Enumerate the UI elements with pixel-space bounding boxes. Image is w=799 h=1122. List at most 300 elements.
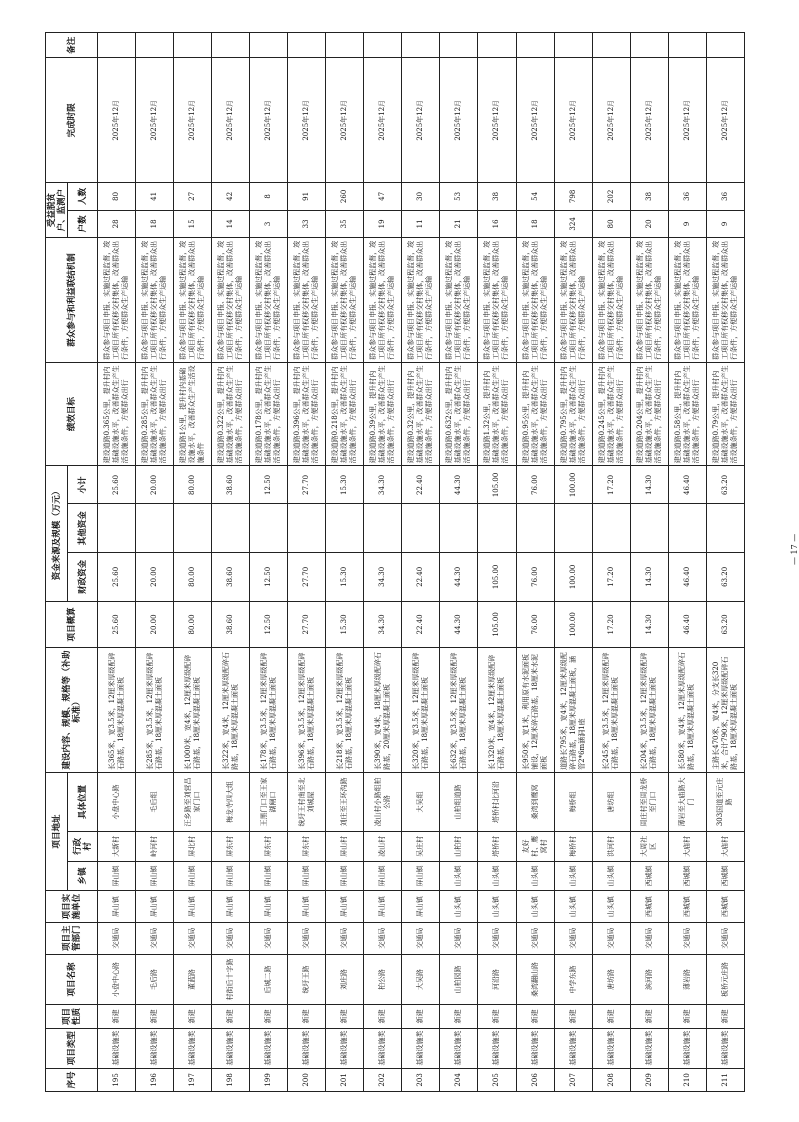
- cell-town: 山头镇: [554, 861, 592, 891]
- cell-content: 长950米，宽1米，利用原有水泥面板铺设，12厘米碎石路基，18厘米水泥面板: [516, 648, 554, 773]
- cell-town: 屏山镇: [174, 861, 212, 891]
- cell-people: 8: [250, 183, 288, 210]
- cell-content: 长178米，宽3.5米，12厘米厚级配碎石路基，18厘米厚混凝土面板: [250, 648, 288, 773]
- cell-subtotal: 38.60: [212, 466, 250, 504]
- cell-mechanism: 群众参与项目申报、实施过程监督，竣工项目所有权移交村集体，改善群众出行条件，方便群众生产运输: [706, 238, 744, 363]
- cell-village: 大庙村: [706, 832, 744, 862]
- cell-nature: 新建: [212, 1005, 250, 1028]
- cell-remarks: [250, 33, 288, 58]
- cell-content: 长320米，宽3.5米，12厘米厚级配碎石路基，18厘米厚混凝土面板: [402, 648, 440, 773]
- cell-seq: 206: [516, 1068, 554, 1091]
- cell-deadline: 2025年12月: [706, 58, 744, 183]
- cell-content: 长204米，宽3.5米，12厘米厚级配碎石路基，18厘米厚混凝土面板: [630, 648, 668, 773]
- cell-village: 大庙村: [668, 832, 706, 862]
- cell-village: 凌山村: [364, 832, 402, 862]
- cell-remarks: [706, 33, 744, 58]
- cell-fiscal: 22.40: [402, 553, 440, 602]
- table-row: [516, 33, 554, 1092]
- cell-subtotal: 44.30: [440, 466, 478, 504]
- cell-mechanism: 群众参与项目申报、实施过程监督，竣工项目所有权移交村集体，改善群众出行条件，方便群众生产运输: [174, 238, 212, 363]
- cell-village: 屏东村: [212, 832, 250, 862]
- cell-goal: 建设道路0.245公里，提升村内基础设施水平，改善群众生产生活设施条件，方便群众出行: [592, 362, 630, 466]
- cell-goal: 建设道路0.632公里，提升村内基础设施水平，改善群众生产生活设施条件，方便群众出行: [440, 362, 478, 466]
- cell-deadline: 2025年12月: [478, 58, 516, 183]
- cell-deadline: 2025年12月: [630, 58, 668, 183]
- cell-village: 大周社区: [630, 832, 668, 862]
- cell-content: 长218米，宽3.5米，12厘米厚级配碎石路基，18厘米厚混凝土面板: [326, 648, 364, 773]
- cell-mechanism: 群众参与项目申报、实施过程监督，竣工项目所有权移交村集体，改善群众出行条件，方便群众生产运输: [98, 238, 136, 363]
- cell-budget: 105.00: [478, 601, 516, 648]
- header-funds: 资金来源及规模（万元）: [46, 466, 68, 601]
- cell-town: 西城镇: [706, 861, 744, 891]
- header-seq: 序号: [46, 1068, 98, 1091]
- cell-people: 53: [440, 183, 478, 210]
- cell-impl: 西城镇: [668, 891, 706, 923]
- cell-town: 屏山镇: [98, 861, 136, 891]
- cell-subtotal: 100.00: [554, 466, 592, 504]
- header-remarks: 备注: [46, 33, 98, 58]
- cell-fiscal: 100.00: [554, 553, 592, 602]
- cell-households: 21: [440, 210, 478, 237]
- cell-village: 屏东村: [288, 832, 326, 862]
- cell-dept: 交通局: [136, 922, 174, 954]
- table-row: [668, 33, 706, 1092]
- cell-seq: 205: [478, 1068, 516, 1091]
- table-row: [630, 33, 668, 1092]
- cell-type: 基础设施类: [668, 1028, 706, 1068]
- table-row: [402, 33, 440, 1092]
- cell-deadline: 2025年12月: [288, 58, 326, 183]
- cell-budget: 38.60: [212, 601, 250, 648]
- cell-place: 小盘中心路: [98, 772, 136, 831]
- cell-dept: 交通局: [326, 922, 364, 954]
- cell-fiscal: 63.20: [706, 553, 744, 602]
- cell-deadline: 2025年12月: [516, 58, 554, 183]
- cell-people: 80: [98, 183, 136, 210]
- cell-budget: 25.60: [98, 601, 136, 648]
- cell-content: 长580米，宽4米，12厘米厚级配碎石路基，18厘米厚混凝土面板: [668, 648, 706, 773]
- table-body: [98, 33, 745, 1092]
- cell-town: 西城镇: [630, 861, 668, 891]
- cell-seq: 199: [250, 1068, 288, 1091]
- header-benefit: 受益脱贫户、监测户: [46, 183, 68, 238]
- cell-seq: 196: [136, 1068, 174, 1091]
- cell-subtotal: 105.00: [478, 466, 516, 504]
- cell-name: 河沿路: [478, 954, 516, 1005]
- cell-remarks: [402, 33, 440, 58]
- cell-remarks: [516, 33, 554, 58]
- cell-name: 唐坊路: [592, 954, 630, 1005]
- cell-seq: 211: [706, 1068, 744, 1091]
- cell-dept: 交通局: [516, 922, 554, 954]
- cell-place: 山柏组道路: [440, 772, 478, 831]
- cell-village: 吴庄村: [402, 832, 440, 862]
- cell-remarks: [98, 33, 136, 58]
- cell-goal: 建设道路0.32公里，提升村内基础设施水平，改善群众生产生活设施条件，方便群众出行: [402, 362, 440, 466]
- cell-impl: 屏山镇: [402, 891, 440, 923]
- cell-place: 王黑门口至王家湖闸口: [250, 772, 288, 831]
- cell-deadline: 2025年12月: [98, 58, 136, 183]
- cell-remarks: [288, 33, 326, 58]
- cell-village: 洪河村: [592, 832, 630, 862]
- cell-seq: 202: [364, 1068, 402, 1091]
- cell-content: 长245米，宽3.5米，12厘米厚级配碎石路基，18厘米厚混凝土面板: [592, 648, 630, 773]
- table-row: [364, 33, 402, 1092]
- cell-budget: 17.20: [592, 601, 630, 648]
- cell-goal: 建设道路0.204公里，提升村内基础设施水平，改善群众生产生活设施条件，方便群众出行: [630, 362, 668, 466]
- cell-place: 大吴组: [402, 772, 440, 831]
- cell-town: 屏山镇: [288, 861, 326, 891]
- cell-nature: 新建: [592, 1005, 630, 1028]
- cell-households: 11: [402, 210, 440, 237]
- cell-people: 260: [326, 183, 364, 210]
- cell-name: 村街后十字路: [212, 954, 250, 1005]
- header-nature: 项目性质: [46, 1005, 98, 1028]
- cell-households: 9: [668, 210, 706, 237]
- cell-mechanism: 群众参与项目申报、实施过程监督，竣工项目所有权移交村集体，改善群众出行条件，方便群众生产运输: [364, 238, 402, 363]
- cell-dept: 交通局: [706, 922, 744, 954]
- cell-subtotal: 25.60: [98, 466, 136, 504]
- table-row: [174, 33, 212, 1092]
- cell-goal: 建设道路0.79公里，提升村内基础设施水平，改善群众生产生活设施条件，方便群众出行: [706, 362, 744, 466]
- cell-town: 山头镇: [516, 861, 554, 891]
- cell-content: 长390米，宽4米，18厘米厚级配碎石路基，20厘米厚混凝土面板: [364, 648, 402, 773]
- cell-deadline: 2025年12月: [174, 58, 212, 183]
- cell-content: 长1320米，宽4米，12厘米厚级配碎石路基，18厘米厚混凝土面板: [478, 648, 516, 773]
- cell-households: 28: [98, 210, 136, 237]
- cell-town: 山头镇: [592, 861, 630, 891]
- table-row: [250, 33, 288, 1092]
- cell-nature: 新建: [288, 1005, 326, 1028]
- cell-subtotal: 14.30: [630, 466, 668, 504]
- cell-households: 18: [516, 210, 554, 237]
- cell-dept: 交通局: [668, 922, 706, 954]
- cell-other: [440, 504, 478, 553]
- cell-households: 35: [326, 210, 364, 237]
- cell-goal: 建设道路0.322公里，提升村内基础设施水平，改善群众生产生活设施条件，方便群众出行: [212, 362, 250, 466]
- cell-place: 刘庄至王环沟路: [326, 772, 364, 831]
- cell-type: 基础设施类: [364, 1028, 402, 1068]
- page-number: — 17 —: [790, 533, 799, 565]
- cell-other: [516, 504, 554, 553]
- cell-fiscal: 27.70: [288, 553, 326, 602]
- header-other: 其他资金: [68, 504, 98, 553]
- cell-households: 15: [174, 210, 212, 237]
- cell-budget: 15.30: [326, 601, 364, 648]
- cell-budget: 80.00: [174, 601, 212, 648]
- cell-subtotal: 34.30: [364, 466, 402, 504]
- cell-seq: 208: [592, 1068, 630, 1091]
- cell-people: 36: [668, 183, 706, 210]
- cell-deadline: 2025年12月: [136, 58, 174, 183]
- cell-place: 303国道至元庄路: [706, 772, 744, 831]
- cell-other: [668, 504, 706, 553]
- cell-people: 30: [402, 183, 440, 210]
- cell-content: 长322米，宽4米，12厘米厚级配碎石路基，18厘米厚混凝土面板: [212, 648, 250, 773]
- cell-type: 基础设施类: [250, 1028, 288, 1068]
- cell-deadline: 2025年12月: [592, 58, 630, 183]
- cell-other: [706, 504, 744, 553]
- cell-nature: 新建: [668, 1005, 706, 1028]
- cell-name: 薄岩路: [668, 954, 706, 1005]
- table-row: [554, 33, 592, 1092]
- cell-impl: 屏山镇: [326, 891, 364, 923]
- cell-other: [326, 504, 364, 553]
- cell-fiscal: 105.00: [478, 553, 516, 602]
- cell-mechanism: 群众参与项目申报、实施过程监督，竣工项目所有权移交村集体，改善群众出行条件，方便群众生产运输: [250, 238, 288, 363]
- cell-place: 薄岩至大庙路大门: [668, 772, 706, 831]
- header-goal: 绩效目标: [46, 362, 98, 466]
- cell-town: 屏山镇: [326, 861, 364, 891]
- cell-type: 基础设施类: [516, 1028, 554, 1068]
- cell-people: 38: [478, 183, 516, 210]
- cell-households: 80: [592, 210, 630, 237]
- cell-mechanism: 群众参与项目申报、实施过程监督，竣工项目所有权移交村集体，改善群众出行条件，方便群众生产运输: [516, 238, 554, 363]
- cell-town: 屏山镇: [136, 861, 174, 891]
- cell-nature: 新建: [440, 1005, 478, 1028]
- cell-budget: 27.70: [288, 601, 326, 648]
- cell-place: 统圩王村南至北刘城屋: [288, 772, 326, 831]
- cell-people: 38: [630, 183, 668, 210]
- cell-content: 长1000米，宽4米，12厘米厚级配碎石路基，18厘米厚混凝土面板: [174, 648, 212, 773]
- cell-name: 桑湾翻山路: [516, 954, 554, 1005]
- cell-people: 54: [516, 183, 554, 210]
- cell-nature: 新建: [136, 1005, 174, 1028]
- rotated-table-sheet: [45, 32, 755, 1092]
- cell-seq: 203: [402, 1068, 440, 1091]
- table-row: [706, 33, 744, 1092]
- cell-remarks: [136, 33, 174, 58]
- cell-mechanism: 群众参与项目申报、实施过程监督，竣工项目所有权移交村集体，改善群众出行条件，方便群众生产运输: [402, 238, 440, 363]
- cell-people: 798: [554, 183, 592, 210]
- cell-budget: 100.00: [554, 601, 592, 648]
- cell-name: 山柏园路: [440, 954, 478, 1005]
- table-row: [288, 33, 326, 1092]
- cell-people: 36: [706, 183, 744, 210]
- cell-name: 滨河路: [630, 954, 668, 1005]
- cell-seq: 197: [174, 1068, 212, 1091]
- cell-impl: 山头镇: [592, 891, 630, 923]
- cell-dept: 交通局: [98, 922, 136, 954]
- cell-people: 41: [136, 183, 174, 210]
- cell-name: 董蓝路: [174, 954, 212, 1005]
- cell-other: [364, 504, 402, 553]
- cell-seq: 198: [212, 1068, 250, 1091]
- cell-type: 基础设施类: [288, 1028, 326, 1068]
- cell-deadline: 2025年12月: [668, 58, 706, 183]
- cell-goal: 建设道路0.58公里，提升村内基础设施水平，改善群众生产生活设施条件，方便群众出行: [668, 362, 706, 466]
- cell-place: 周庄村至周龙桥至门口: [630, 772, 668, 831]
- cell-impl: 屏山镇: [98, 891, 136, 923]
- cell-other: [212, 504, 250, 553]
- cell-content: 长632米，宽3.5米，12厘米厚级配碎石路基，18厘米厚混凝土面板: [440, 648, 478, 773]
- table-row: [326, 33, 364, 1092]
- cell-fiscal: 14.30: [630, 553, 668, 602]
- cell-village: 屏山村: [326, 832, 364, 862]
- cell-dept: 交通局: [174, 922, 212, 954]
- cell-other: [136, 504, 174, 553]
- cell-village: 塔桥村: [478, 832, 516, 862]
- cell-households: 324: [554, 210, 592, 237]
- cell-mechanism: 群众参与项目申报、实施过程监督，竣工项目所有权移交村集体，改善群众出行条件，方便群众生产运输: [668, 238, 706, 363]
- cell-mechanism: 群众参与项目申报、实施过程监督，竣工项目所有权移交村集体，改善群众出行条件，方便群众生产运输: [288, 238, 326, 363]
- cell-town: 屏山镇: [250, 861, 288, 891]
- cell-place: 梅龙寺四大组: [212, 772, 250, 831]
- cell-subtotal: 46.40: [668, 466, 706, 504]
- cell-subtotal: 63.20: [706, 466, 744, 504]
- header-location: 项目地址: [46, 772, 68, 890]
- cell-mechanism: 群众参与项目申报、实施过程监督，竣工项目所有权移交村集体，改善群众出行条件，方便群众生产运输: [212, 238, 250, 363]
- cell-impl: 西城镇: [706, 891, 744, 923]
- cell-subtotal: 27.70: [288, 466, 326, 504]
- cell-dept: 交通局: [212, 922, 250, 954]
- cell-budget: 63.20: [706, 601, 744, 648]
- cell-goal: 建设道路0.396公里，提升村内基础设施水平，改善群众生产生活设施条件，方便群众出行: [288, 362, 326, 466]
- cell-impl: 西城镇: [630, 891, 668, 923]
- cell-town: 屏山镇: [212, 861, 250, 891]
- cell-other: [478, 504, 516, 553]
- cell-mechanism: 群众参与项目申报、实施过程监督，竣工项目所有权移交村集体，改善群众出行条件，方便群众生产运输: [592, 238, 630, 363]
- header-dept: 项目主管部门: [46, 922, 98, 954]
- cell-dept: 交通局: [440, 922, 478, 954]
- header-impl: 项目实施单位: [46, 891, 98, 923]
- cell-people: 42: [212, 183, 250, 210]
- cell-impl: 山头镇: [516, 891, 554, 923]
- table-row: [592, 33, 630, 1092]
- cell-dept: 交通局: [478, 922, 516, 954]
- cell-nature: 新建: [478, 1005, 516, 1028]
- cell-remarks: [364, 33, 402, 58]
- cell-other: [174, 504, 212, 553]
- cell-remarks: [554, 33, 592, 58]
- header-village: 行政村: [68, 832, 98, 862]
- cell-subtotal: 12.50: [250, 466, 288, 504]
- cell-mechanism: 群众参与项目申报、实施过程监督，竣工项目所有权移交村集体，改善群众出行条件，方便群众生产运输: [554, 238, 592, 363]
- cell-place: 凌山村小路组柏公路: [364, 772, 402, 831]
- cell-goal: 建设道路0.178公里，提升村内基础设施水平，改善群众生产生活设施条件，方便群众出行: [250, 362, 288, 466]
- cell-town: 屏山镇: [364, 861, 402, 891]
- cell-seq: 201: [326, 1068, 364, 1091]
- cell-content: 长396米，宽3.5米，12厘米厚级配碎石路基，18厘米厚混凝土面板: [288, 648, 326, 773]
- cell-goal: 建设道路1公里，提升村内基础设施水平，改善群众生产生活设施条件: [174, 362, 212, 466]
- cell-impl: 山头镇: [440, 891, 478, 923]
- cell-households: 20: [630, 210, 668, 237]
- cell-impl: 屏山镇: [288, 891, 326, 923]
- table-row: [98, 33, 136, 1092]
- cell-mechanism: 群众参与项目申报、实施过程监督，竣工项目所有权移交村集体，改善群众出行条件，方便群众生产运输: [326, 238, 364, 363]
- cell-fiscal: 15.30: [326, 553, 364, 602]
- cell-impl: 山头镇: [478, 891, 516, 923]
- cell-name: 板桥元庄路: [706, 954, 744, 1005]
- cell-mechanism: 群众参与项目申报、实施过程监督，竣工项目所有权移交村集体，改善群众出行条件，方便群众生产运输: [478, 238, 516, 363]
- cell-goal: 建设道路0.95公里，提升村内基础设施水平，改善群众生产生活设施条件，方便群众出行: [516, 362, 554, 466]
- cell-deadline: 2025年12月: [326, 58, 364, 183]
- cell-goal: 建设道路0.365公里，提升村内基础设施水平，改善群众生产生活设施条件，方便群众出行: [98, 362, 136, 466]
- cell-content: 长285米，宽3.5米，12厘米厚级配碎石路基，18厘米厚混凝土面板: [136, 648, 174, 773]
- cell-remarks: [440, 33, 478, 58]
- cell-type: 基础设施类: [174, 1028, 212, 1068]
- cell-budget: 22.40: [402, 601, 440, 648]
- cell-seq: 209: [630, 1068, 668, 1091]
- cell-place: 塔桥村北河沿: [478, 772, 516, 831]
- table-row: [212, 33, 250, 1092]
- cell-remarks: [174, 33, 212, 58]
- header-type: 项目类型: [46, 1028, 98, 1068]
- cell-nature: 新建: [402, 1005, 440, 1028]
- cell-other: [592, 504, 630, 553]
- cell-goal: 建设道路0.218公里，提升村内基础设施水平，改善群众生产生活设施条件，方便群众出行: [326, 362, 364, 466]
- cell-dept: 交通局: [250, 922, 288, 954]
- cell-village: 友好村、鹰窝村: [516, 832, 554, 862]
- cell-dept: 交通局: [364, 922, 402, 954]
- cell-type: 基础设施类: [592, 1028, 630, 1068]
- cell-seq: 204: [440, 1068, 478, 1091]
- table-row: [478, 33, 516, 1092]
- cell-village: 大新村: [98, 832, 136, 862]
- cell-town: 西城镇: [668, 861, 706, 891]
- cell-subtotal: 15.30: [326, 466, 364, 504]
- cell-seq: 195: [98, 1068, 136, 1091]
- cell-people: 91: [288, 183, 326, 210]
- cell-subtotal: 17.20: [592, 466, 630, 504]
- cell-fiscal: 76.00: [516, 553, 554, 602]
- cell-remarks: [326, 33, 364, 58]
- cell-deadline: 2025年12月: [440, 58, 478, 183]
- cell-remarks: [478, 33, 516, 58]
- cell-type: 基础设施类: [478, 1028, 516, 1068]
- cell-seq: 210: [668, 1068, 706, 1091]
- cell-name: 刘庄路: [326, 954, 364, 1005]
- cell-fiscal: 80.00: [174, 553, 212, 602]
- header-subtotal: 小计: [68, 466, 98, 504]
- cell-seq: 200: [288, 1068, 326, 1091]
- cell-remarks: [668, 33, 706, 58]
- cell-goal: 建设道路0.39公里，提升村内基础设施水平，改善群众生产生活设施条件，方便群众出行: [364, 362, 402, 466]
- cell-dept: 交通局: [630, 922, 668, 954]
- cell-village: 岭河村: [136, 832, 174, 862]
- cell-households: 18: [136, 210, 174, 237]
- cell-goal: 建设道路1.32公里，提升村内基础设施水平，改善群众生产生活设施条件，方便群众出行: [478, 362, 516, 466]
- cell-households: 16: [478, 210, 516, 237]
- cell-budget: 34.30: [364, 601, 402, 648]
- cell-other: [288, 504, 326, 553]
- project-table: [45, 32, 745, 1092]
- cell-households: 9: [706, 210, 744, 237]
- cell-people: 202: [592, 183, 630, 210]
- cell-households: 19: [364, 210, 402, 237]
- cell-nature: 新建: [516, 1005, 554, 1028]
- cell-name: 大吴路: [402, 954, 440, 1005]
- table-row: [440, 33, 478, 1092]
- cell-dept: 交通局: [288, 922, 326, 954]
- cell-town: 山头镇: [478, 861, 516, 891]
- cell-other: [98, 504, 136, 553]
- cell-type: 基础设施类: [440, 1028, 478, 1068]
- cell-name: 毛后路: [136, 954, 174, 1005]
- cell-budget: 14.30: [630, 601, 668, 648]
- cell-nature: 新建: [174, 1005, 212, 1028]
- cell-nature: 新建: [554, 1005, 592, 1028]
- cell-deadline: 2025年12月: [402, 58, 440, 183]
- cell-subtotal: 80.00: [174, 466, 212, 504]
- cell-nature: 新建: [250, 1005, 288, 1028]
- cell-deadline: 2025年12月: [212, 58, 250, 183]
- header-content: 建设内容、规模、规格等（补助标准）: [46, 648, 98, 773]
- cell-budget: 46.40: [668, 601, 706, 648]
- cell-town: 山头镇: [440, 861, 478, 891]
- cell-type: 基础设施类: [402, 1028, 440, 1068]
- cell-fiscal: 44.30: [440, 553, 478, 602]
